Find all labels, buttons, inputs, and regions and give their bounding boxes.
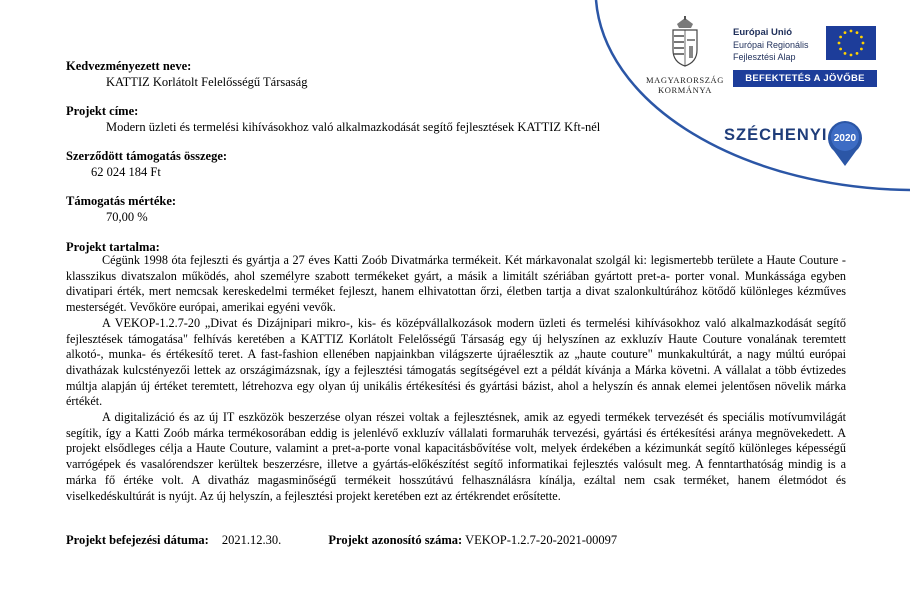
grant-amount-value: 62 024 184 Ft [91,165,161,179]
project-title-value: Modern üzleti és termelési kihívásokhoz való alkalmazkodását segítő fejlesztések KATTIZ Kft-nél [106,120,601,134]
beneficiary-value: KATTIZ Korlátolt Felelősségű Társaság [106,75,308,89]
content-paragraph: A digitalizáció és az új IT eszközök beszerzése olyan részei voltak a fejlesztésnek, amik az egyedi termékek tervezését és speciális motívumvilágát segítik, így a Katti Zoób márka termékosorában eddig is jelenlévő exkluzív vállalati formaruhák tervezési, gyártási és értékesítési aránya megnövekedett. A projekt elsődleges célja a Haute Couture, valamint a pret-a-porte vonal kapacitásbővítése volt, melyek érdekében a kézimunkát segítő különleges képességű varrógépek és vasalórendszer kerültek beszerzésre, illetve a gyártás-előkészítést segítő informatikai fejlesztés valósult meg. A fenntarthatóság mindig is a márka fő értéke volt. A divatház magasminőségű termékeit hosszútávú felhasználásra kínálja, ezáltal nem csak terméket, hanem életmódot és viselkedéskultúrát is nyújt. Az új helyszín, a fejlesztési projekt keretében ezt az értékrendet erősítette. [66,410,846,503]
project-content-label: Projekt tartalma: [66,240,160,254]
szechenyi-word: SZÉCHENYI [724,126,828,144]
beneficiary-label: Kedvezményezett neve: [66,59,192,73]
szechenyi-pin-icon [824,118,866,168]
government-name: MAGYARORSZÁG KORMÁNYA [645,75,725,95]
footer-row [66,533,846,548]
beneficiary-field [66,59,307,90]
government-logo [640,16,730,95]
szechenyi-year: 2020 [833,133,857,144]
project-id-label: Projekt azonosító száma: [328,533,463,547]
eu-title: Európai Unió [733,27,793,38]
eu-fund-line2: Fejlesztési Alap [733,52,796,62]
eu-flag-icon [826,26,876,60]
coat-of-arms-icon [665,16,705,68]
grant-amount-field [66,149,227,180]
project-title-field [66,104,600,135]
eu-banner: BEFEKTETÉS A JÖVŐBE [733,70,877,87]
project-id-value: VEKOP-1.2.7-20-2021-00097 [465,533,618,547]
eu-fund-line1: Európai Regionális [733,40,809,50]
completion-date-label: Projekt befejezési dátuma: [66,533,209,547]
grant-amount-label: Szerződött támogatás összege: [66,149,228,163]
grant-rate-field [66,194,176,225]
content-paragraph: A VEKOP-1.2.7-20 „Divat és Dizájnipari mikro-, kis- és középvállalkozások modern üzleti és termelési kihívásokhoz való alkalmazkodását segítő fejlesztések támogatása" felhívás keretében a KATTIZ Korlátolt Felelősségű Társaság egy új helyszínen az exkluzív Haute Couture vonalának teremtett alkotó-, munka- és értékesítő teret. A fast-fashion ellenében napjainkban világszerte újraélesztik az „haute couture" munkakultúrát, a nagy múltú európai divatházak kulcstényezői lettek az országimázsnak, így a fejlesztési támogatás segítségével ezt a példát kívánja a Márka követni. A vállalat a több évtizedes múltja alapján új értéket teremtett, létrehozva egy olyan új unikális értékesítési és gyártási bázist, ahol a helyszín és annak elemei jelentősen növelik márka értékét. [66,315,846,409]
content-paragraph: Cégünk 1998 óta fejleszti és gyártja a 27 éves Katti Zoób Divatmárka termékeit. Két márkavonalat szolgál ki: legismertebb területe a Haute Couture - klasszikus divatszalon működés, ahol személyre szabott termékeket gyárt, a másik a limitált szériában gyártott pret-a- porter vonal. Munkássága egyben divatipari érték, mert nemcsak kereskedelmi terméket fejleszt, hanem elhivatottan őrzi, életben tartja a divat szalonkultúrához kötődő különleges kézműves mesterségét. Vevőköre európai, amerikai egyéni vevők. [66,253,846,315]
grant-rate-label: Támogatás mértéke: [66,194,177,208]
project-title-label: Projekt címe: [66,104,139,118]
grant-rate-value: 70,00 % [106,210,148,224]
completion-date-value: 2021.12.30. [221,533,282,547]
project-content-body [66,253,846,504]
szechenyi-logo [724,118,869,168]
